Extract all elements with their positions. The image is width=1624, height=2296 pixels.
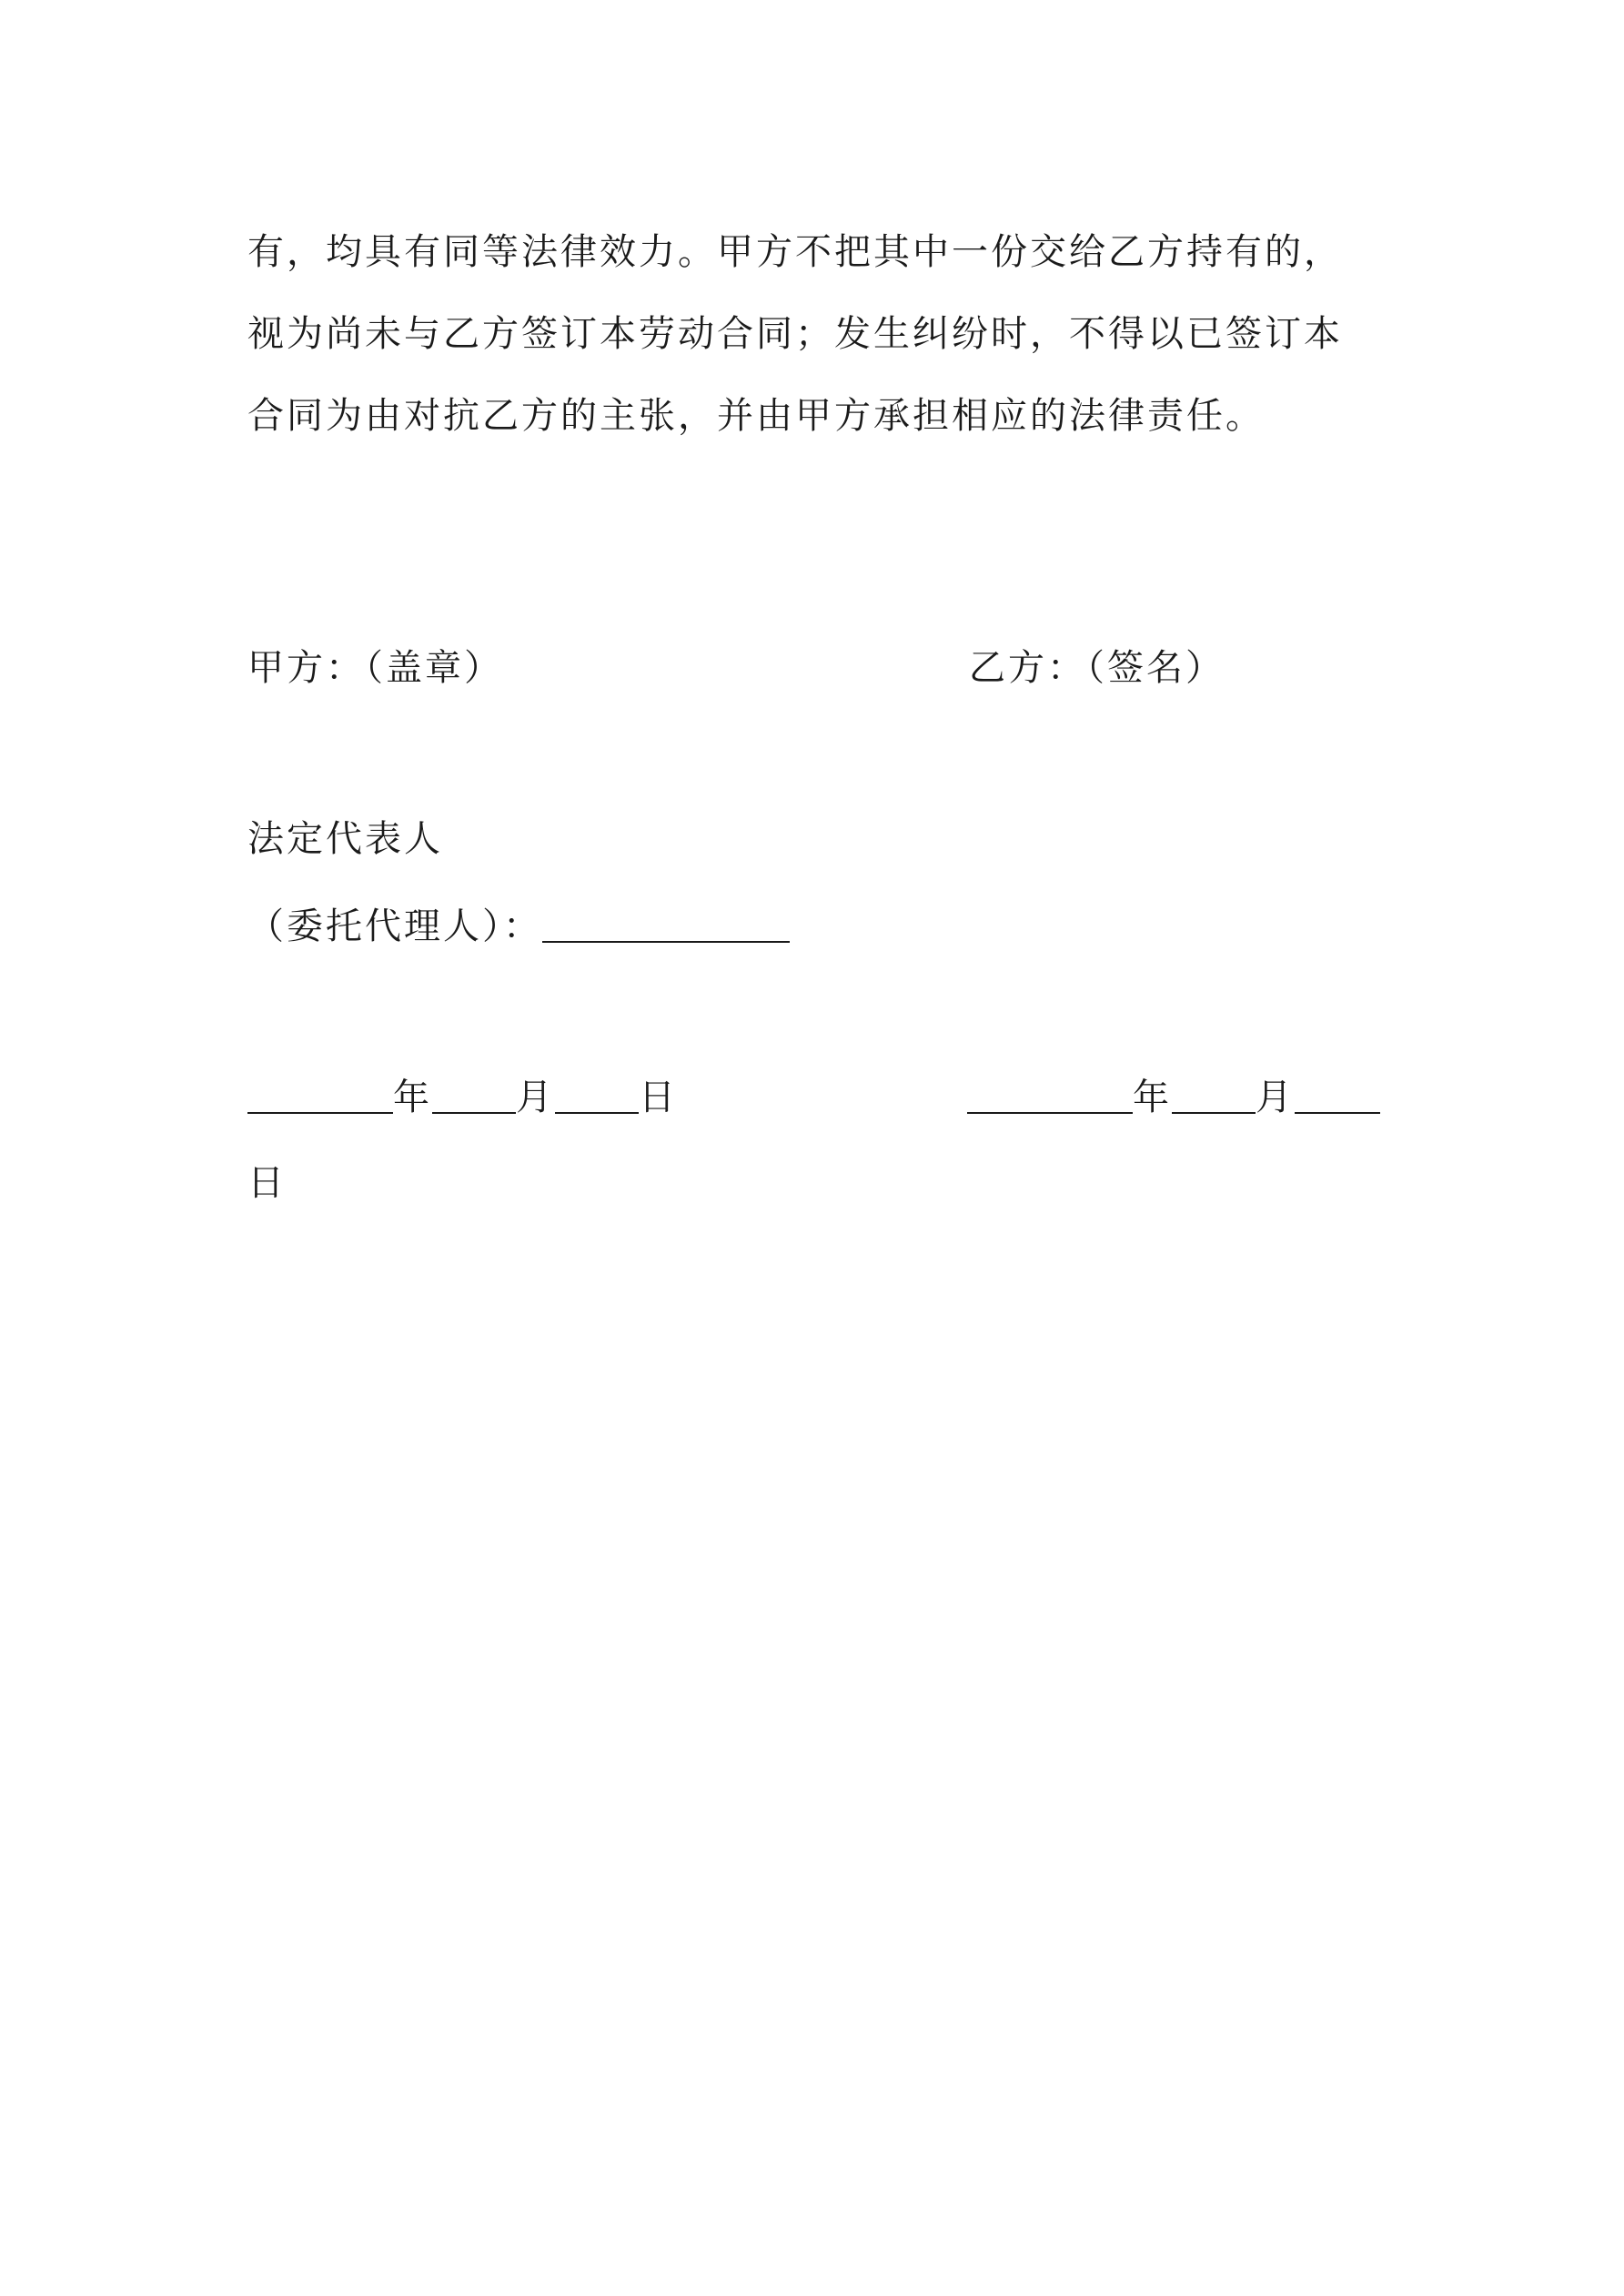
party-b-day-label: 日 (247, 1162, 287, 1204)
legal-representative-label: 法定代表人 (247, 818, 443, 860)
party-b-date-line (967, 1076, 1380, 1119)
paragraph-line-3: 合同为由对抗乙方的主张，并由甲方承担相应的法律责任。 (247, 395, 1265, 437)
closing-paragraph (247, 211, 1394, 457)
party-a-seal-label: 甲方：（盖章） (247, 647, 503, 689)
agent-blank (542, 908, 790, 943)
party-a-year-blank (247, 1079, 393, 1114)
agent-label: （委托代理人）： (247, 905, 542, 947)
agent-signature-line (247, 905, 790, 948)
party-b-year-blank (967, 1079, 1133, 1114)
party-b-month-blank (1172, 1079, 1256, 1114)
party-b-signature-label: 乙方：（签名） (969, 647, 1225, 689)
party-b-year-label: 年 (1133, 1077, 1172, 1118)
party-a-day-blank (555, 1079, 639, 1114)
paragraph-line-1: 有，均具有同等法律效力。甲方不把其中一份交给乙方持有的， (247, 231, 1343, 273)
party-b-month-label: 月 (1256, 1077, 1295, 1118)
party-a-month-blank (432, 1079, 516, 1114)
party-a-day-label: 日 (639, 1077, 678, 1118)
paragraph-line-2: 视为尚未与乙方签订本劳动合同；发生纠纷时，不得以已签订本 (247, 313, 1343, 355)
party-b-day-blank (1295, 1079, 1380, 1114)
party-a-date-line (247, 1076, 678, 1119)
party-a-month-label: 月 (516, 1077, 555, 1118)
party-a-year-label: 年 (393, 1077, 432, 1118)
